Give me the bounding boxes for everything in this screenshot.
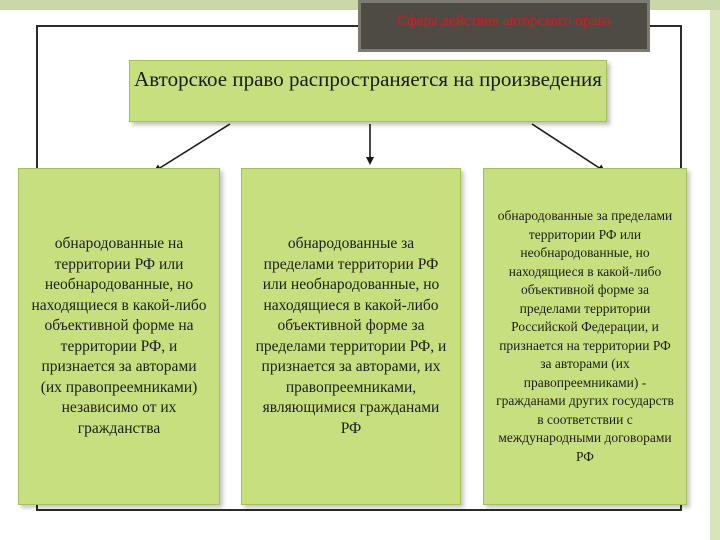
case-card-foreign-treaty-text: обнародованные за пределами территории РФ или необнародованные, но находящиеся в какой-либо объективной форме за пределами территории Российской Федерации, и признается на территории РФ за авторами (их правопреемниками) - гражданами других государств в соответствии с международными договорами РФ <box>496 208 674 464</box>
arrow-left <box>155 124 230 171</box>
case-card-abroad-citizens-text: обнародованные за пределами территории РФ или необнародованные, но находящиеся в какой-либо объективной форме за пределами территории РФ, и признается за авторами, их правопреемниками, являющимися гражданами РФ <box>255 235 447 437</box>
slide-title: Сфера действия авторского права <box>358 0 650 52</box>
case-card-domestic-text: обнародованные на территории РФ или необнародованные, но находящиеся в какой-либо объективной форме на территории РФ, и признается за авторами (их правопреемниками) независимо от их гражданства <box>31 235 207 437</box>
case-card-foreign-treaty <box>483 168 687 505</box>
arrow-right <box>532 124 604 171</box>
root-heading-box: Авторское право распространяется на произведения <box>129 60 607 122</box>
case-card-abroad-citizens <box>241 168 461 505</box>
case-card-domestic <box>18 168 220 505</box>
